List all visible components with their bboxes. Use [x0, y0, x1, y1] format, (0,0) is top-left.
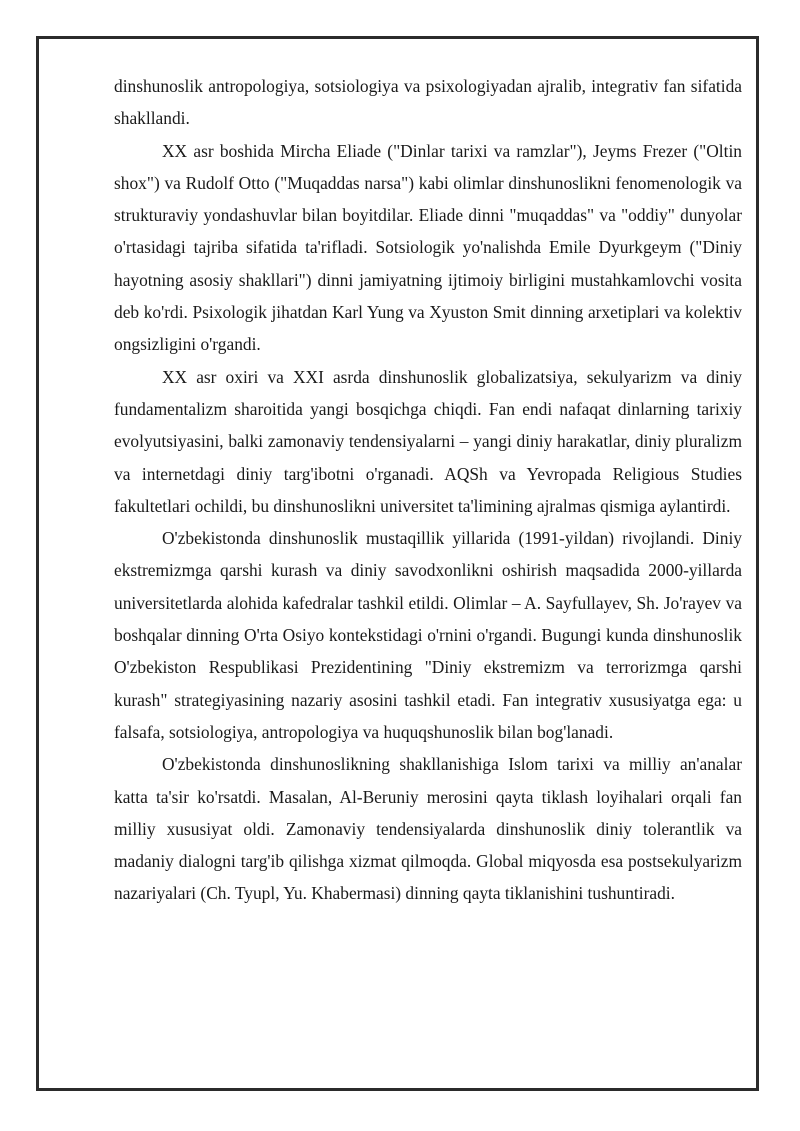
paragraph-continuation: dinshunoslik antropologiya, sotsiologiya va psixologiyadan ajralib, integrativ fan sifatida shakllandi. — [114, 76, 742, 129]
paragraph-uzbekistan-development: O'zbekistonda dinshunoslik mustaqillik yillarida (1991-yildan) rivojlandi. Diniy ekstremizmga qarshi kurash va diniy savodxonlikni oshirish maqsadida 2000-yillarda universitetlarda alohida kafedralar tashkil etildi. Olimlar – A. Sayfullayev, Sh. Jo'rayev va boshqalar dinning O'rta Osiyo kontekstidagi o'rnini o'rgandi. Bugungi kunda dinshunoslik O'zbekiston Respublikasi Prezidentining "Diniy ekstremizm va terrorizmga qarshi kurash" strategiyasining nazariy asosini tashkil etadi. Fan integrativ xususiyatga ega: u falsafa, sotsiologiya, antropologiya va huquqshunoslik bilan bog'lanadi. — [114, 528, 742, 742]
paragraph-20th-century-scholars: XX asr boshida Mircha Eliade ("Dinlar tarixi va ramzlar"), Jeyms Frezer ("Oltin shox") va Rudolf Otto ("Muqaddas narsa") kabi olimlar dinshunoslikni fenomenologik va strukturaviy yondashuvlar bilan boyitdilar. Eliade dinni "muqaddas" va "oddiy" dunyolar o'rtasidagi tajriba sifatida ta'rifladi. Sotsiologik yo'nalishda Emile Dyurkgeym ("Diniy hayotning asosiy shakllari") dinni jamiyatning ijtimoiy birligini mustahkamlovchi vosita deb ko'rdi. Psixologik jihatdan Karl Yung va Xyuston Smit dinning arxetiplari va kolektiv ongsizligini o'rgandi. — [114, 140, 742, 355]
document-body — [114, 70, 742, 910]
paragraph-national-traditions: O'zbekistonda dinshunoslikning shakllanishiga Islom tarixi va milliy an'analar katta ta'sir ko'rsatdi. Masalan, Al-Beruniy merosini qayta tiklash loyihalari orqali fan milliy xususiyat oldi. Zamonaviy tendensiyalarda dinshunoslik diniy tolerantlik va madaniy dialogni targ'ib qilishga xizmat qilmoqda. Global miqyosda esa postsekulyarizm nazariyalari (Ch. Tyupl, Yu. Khabermasi) dinning qayta tiklanishini tushuntiradi. — [114, 754, 742, 904]
paragraph-globalization-era: XX asr oxiri va XXI asrda dinshunoslik globalizatsiya, sekulyarizm va diniy fundamentalizm sharoitida yangi bosqichga chiqdi. Fan endi nafaqat dinlarning tarixiy evolyutsiyasini, balki zamonaviy tendensiyalarni – yangi diniy harakatlar, diniy pluralizm va internetdagi diniy targ'ibotni o'rganadi. AQSh va Yevropada Religious Studies fakultetlari ochildi, bu dinshunoslikni universitet ta'limining ajralmas qismiga aylantirdi. — [114, 366, 742, 516]
